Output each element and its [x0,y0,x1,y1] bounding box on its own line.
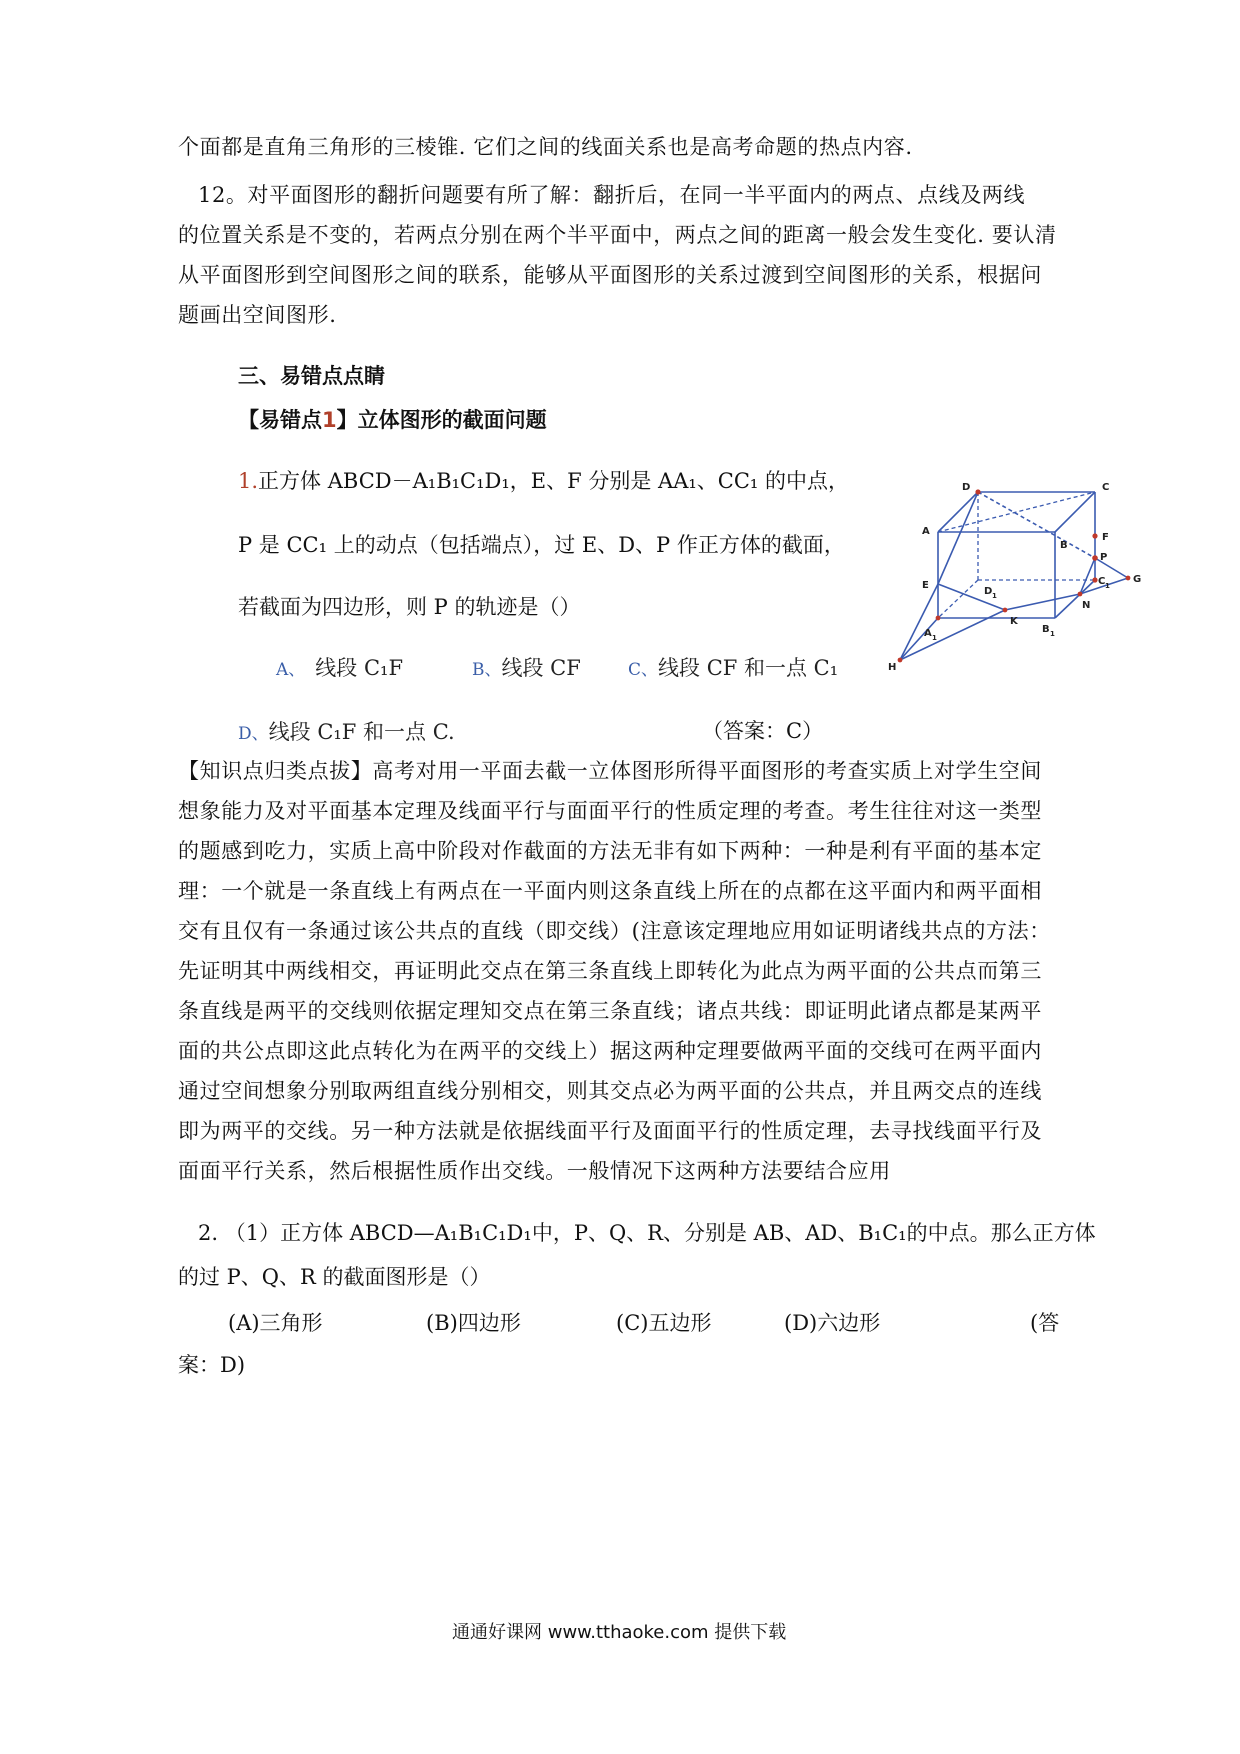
q1-option-d-key: D、 [238,724,269,744]
label-g: G [1133,574,1142,585]
q2-option-c: (C)五边形 [616,1311,712,1335]
q1-answer: （答案：C） [702,719,824,743]
error-point-title: 】立体图形的截面问题 [336,408,547,432]
q2-answer-part1: (答 [1030,1311,1060,1335]
hidden-diag [938,492,1095,532]
point-c1 [1092,577,1097,582]
paragraph-12-line2: 的位置关系是不变的，若两点分别在两个半平面中，两点之间的距离一般会发生变化. 要认清 [178,223,1057,247]
q1-line1 [238,468,849,494]
footer-text: 通通好课网 www.tthaoke.com 提供下载 [452,1622,787,1643]
point-p [1092,555,1098,561]
label-b: B [1060,540,1068,551]
error-point-label: 【易错点 [238,408,322,432]
knowledge-line4: 理：一个就是一条直线上有两点在一平面内则这条直线上所在的点都在这平面内和两平面相 [178,879,1042,903]
knowledge-line3: 的题感到吃力，实质上高中阶段对作截面的方法无非有如下两种：一种是利有平面的基本定 [178,839,1042,863]
paragraph-12-line3: 从平面图形到空间图形之间的联系，能够从平面图形的关系过渡到空间图形的关系，根据问 [178,263,1042,287]
label-d: D [962,482,971,493]
label-c1-sub: 1 [1105,582,1110,590]
q1-number: 1. [238,469,259,493]
label-a: A [922,526,930,537]
knowledge-line9: 通过空间想象分别取两组直线分别相交，则其交点必为两平面的公共点，并且两交点的连线 [178,1079,1042,1103]
edge-cb [1055,492,1095,532]
section-dp [978,492,1095,558]
section-ed [938,492,978,584]
point-n [1078,592,1083,597]
label-n: N [1082,600,1091,611]
label-b1-sub: 1 [1050,630,1055,638]
q2-option-d: (D)六边形 [784,1311,881,1335]
q2-option-a: (A)三角形 [228,1311,323,1335]
edge-da [938,492,978,532]
label-f: F [1102,532,1109,543]
section-eh [900,584,938,660]
q1-option-a-key: A、 [276,660,306,680]
error-point-number: 1 [322,408,337,432]
section-np [1080,558,1095,594]
cube-section-figure [870,470,1150,680]
point-g [1126,576,1131,581]
label-d1-sub: 1 [992,592,997,600]
point-h [898,658,903,663]
label-p: P [1100,552,1108,563]
q1-option-d [238,716,455,746]
knowledge-line10: 即为两平的交线。另一种方法就是依据线面平行及面面平行的性质定理，去寻找线面平行及 [178,1119,1042,1143]
label-d1: D [984,586,993,597]
q1-option-c-text: 线段 CF 和一点 C₁ [658,656,839,680]
q1-line1-text: 正方体 ABCD－A₁B₁C₁D₁，E、F 分别是 AA₁、CC₁ 的中点， [258,469,850,493]
q1-line3: 若截面为四边形，则 P 的轨迹是（） [238,595,581,619]
label-h: H [888,662,897,673]
q2-answer-part2: 案：D) [178,1353,246,1377]
knowledge-line8: 面的共公点即这此点转化为在两平的交线上）据这两种定理要做两平面的交线可在两平面内 [178,1039,1042,1063]
label-a1-sub: 1 [932,634,937,642]
error-point-heading [238,404,547,434]
section-kn [1005,594,1080,610]
label-a1: A [924,628,932,639]
q1-option-a-text: 线段 C₁F [315,656,404,680]
point-d [975,489,980,494]
knowledge-line11: 面面平行关系，然后根据性质作出交线。一般情况下这两种方法要结合应用 [178,1159,891,1183]
label-c1: C [1098,576,1106,587]
label-k: K [1010,616,1018,627]
point-a1 [936,616,941,621]
q1-option-a [276,652,403,682]
q1-option-b [472,652,581,682]
knowledge-line6: 先证明其中两线相交，再证明此交点在第三条直线上即转化为此点为两平面的公共点而第三 [178,959,1042,983]
knowledge-line7: 条直线是两平的交线则依据定理知交点在第三条直线；诸点共线：即证明此诸点都是某两平 [178,999,1042,1023]
knowledge-line1 [178,758,1068,784]
q1-option-b-key: B、 [472,660,502,680]
q1-option-b-text: 线段 CF [501,656,581,680]
label-c: C [1102,482,1110,493]
q1-line2: P 是 CC₁ 上的动点（包括端点），过 E、D、P 作正方体的截面， [238,533,845,557]
q2-line2: 的过 P、Q、R 的截面图形是（） [178,1265,491,1289]
paragraph-12-line4: 题画出空间图形. [178,303,337,327]
q1-option-c-key: C、 [628,660,659,680]
edge-b1c1 [1055,580,1095,618]
q1-option-c [628,652,838,682]
point-f [1092,533,1097,538]
knowledge-line1-text: 高考对用一平面去截一立体图形所得平面图形的考查实质上对学生空间 [372,759,1043,783]
knowledge-label: 【知识点归类点拔】 [178,759,373,783]
q2-line1: 2. （1）正方体 ABCD—A₁B₁C₁D₁中，P、Q、R、分别是 AB、AD、B₁C₁的中点。那么正方体 [198,1221,1096,1245]
knowledge-line5: 交有且仅有一条通过该公共点的直线（即交线）(注意该定理地应用如证明诸线共点的方法： [178,919,1051,943]
paragraph-12-line1: 12。对平面图形的翻折问题要有所了解：翻折后，在同一半平面内的两点、点线及两线 [198,183,1026,207]
section-heading: 三、易错点点睛 [238,364,385,388]
q1-option-d-text: 线段 C₁F 和一点 C. [268,720,455,744]
paragraph-11-end: 个面都是直角三角形的三棱锥. 它们之间的线面关系也是高考命题的热点内容. [178,135,913,159]
point-k [1003,608,1008,613]
label-b1: B [1042,624,1050,635]
knowledge-line2: 想象能力及对平面基本定理及线面平行与面面平行的性质定理的考查。考生往往对这一类型 [178,799,1042,823]
q2-option-b: (B)四边形 [426,1311,521,1335]
label-e: E [922,580,929,591]
